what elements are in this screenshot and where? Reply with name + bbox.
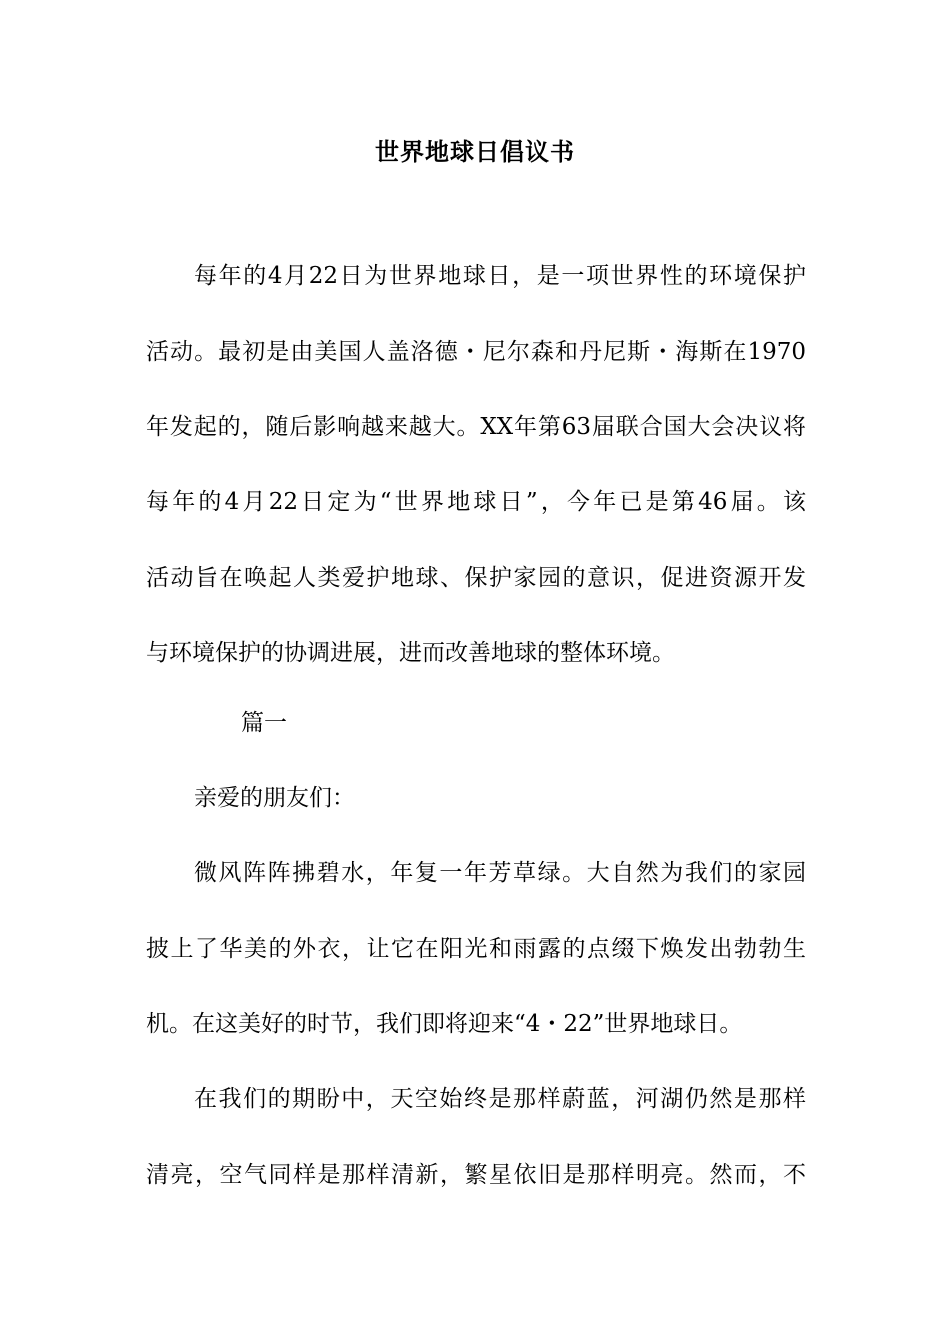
section-heading: 篇一: [241, 710, 287, 736]
text-line: 与环境保护的协调进展，进而改善地球的整体环境。: [146, 640, 675, 666]
text-line: 活动旨在唤起人类爱护地球、保护家园的意识，促进资源开发: [146, 565, 806, 591]
text-line: 年发起的，随后影响越来越大。XX年第63届联合国大会决议将: [146, 414, 806, 440]
text-line: 活动。最初是由美国人盖洛德・尼尔森和丹尼斯・海斯在1970: [146, 339, 806, 365]
text-line: 每年的4月22日为世界地球日，是一项世界性的环境保护: [194, 263, 806, 289]
text-line: 清亮，空气同样是那样清新，繁星依旧是那样明亮。然而，不: [146, 1162, 806, 1188]
text-line: 在我们的期盼中，天空始终是那样蔚蓝，河湖仍然是那样: [194, 1086, 806, 1112]
text-line: 披上了华美的外衣，让它在阳光和雨露的点缀下焕发出勃勃生: [146, 936, 806, 962]
salutation: 亲爱的朋友们：: [194, 785, 355, 811]
document-title: 世界地球日倡议书: [375, 137, 575, 166]
text-line: 每年的4月22日定为“世界地球日”，今年已是第46届。该: [146, 489, 806, 515]
text-line: 微风阵阵拂碧水，年复一年芳草绿。大自然为我们的家园: [194, 860, 806, 886]
text-line: 机。在这美好的时节，我们即将迎来“4・22”世界地球日。: [146, 1011, 743, 1037]
